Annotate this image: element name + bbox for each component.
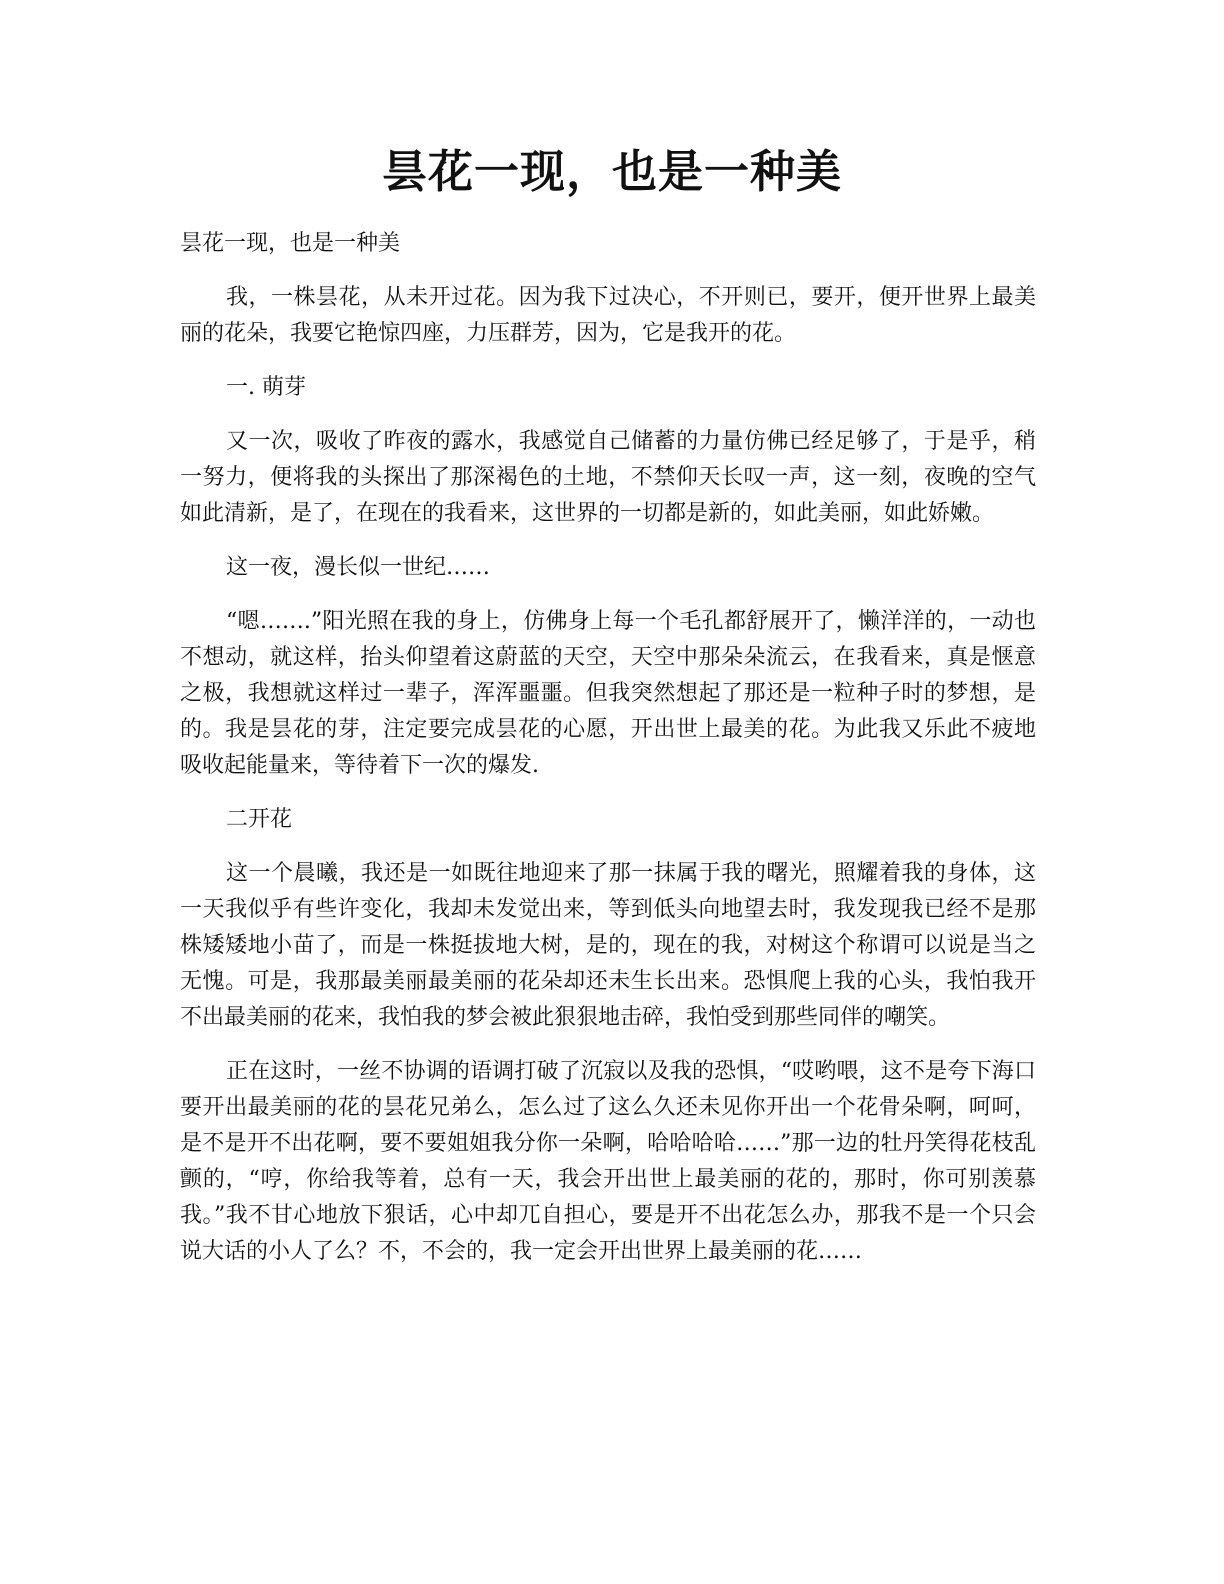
paragraph-sprout-emerge: 又一次，吸收了昨夜的露水，我感觉自己储蓄的力量仿佛已经足够了，于是乎，稍一努力，便将我的头探出了那深褐色的土地，不禁仰天长叹一声，这一刻，夜晚的空气如此清新，是了，在现在的我看来，这世界的一切都是新的，如此美丽，如此娇嫩。 [180,429,1036,526]
document-title: 昙花一现，也是一种美 [381,145,842,198]
section-heading-sprout: 一. 萌芽 [226,375,306,400]
paragraph-intro: 我，一株昙花，从未开过花。因为我下过决心，不开则已，要开，便开世界上最美丽的花朵，我要它艳惊四座，力压群芳，因为，它是我开的花。 [180,285,1036,346]
paragraph-sunlight: “嗯…….”阳光照在我的身上，仿佛身上每一个毛孔都舒展开了，懒洋洋的，一动也不想动，就这样，抬头仰望着这蔚蓝的天空，天空中那朵朵流云，在我看来，真是惬意之极，我想就这样过一辈子，浑浑噩噩。但我突然想起了那还是一粒种子时的梦想，是的。我是昙花的芽，注定要完成昙花的心愿，开出世上最美的花。为此我又乐此不疲地吸收起能量来，等待着下一次的爆发. [180,609,1036,778]
document-body [180,226,1036,1288]
paragraph-peony-taunt: 正在这时，一丝不协调的语调打破了沉寂以及我的恐惧，“哎哟喂，这不是夸下海口要开出最美丽的花的昙花兄弟么，怎么过了这么久还未见你开出一个花骨朵啊，呵呵，是不是开不出花啊，要不要姐姐我分你一朵啊，哈哈哈哈……”那一边的牡丹笑得花枝乱颤的，“哼，你给我等着，总有一天，我会开出世上最美丽的花的，那时，你可别羡慕我。”我不甘心地放下狠话，心中却兀自担心，要是开不出花怎么办，那我不是一个只会说大话的小人了么？不，不会的，我一定会开出世界上最美丽的花…… [180,1059,1036,1264]
paragraph-morning-growth: 这一个晨曦，我还是一如既往地迎来了那一抹属于我的曙光，照耀着我的身体，这一天我似乎有些许变化，我却未发觉出来，等到低头向地望去时，我发现我已经不是那株矮矮地小苗了，而是一株挺拔地大树，是的，现在的我，对树这个称谓可以说是当之无愧。可是，我那最美丽最美丽的花朵却还未生长出来。恐惧爬上我的心头，我怕我开不出最美丽的花来，我怕我的梦会被此狠狠地击碎，我怕受到那些同伴的嘲笑。 [180,861,1036,1030]
document-subtitle: 昙花一现，也是一种美 [180,231,401,256]
paragraph-long-night: 这一夜，漫长似一世纪…… [226,555,491,580]
section-heading-bloom: 二开花 [226,807,293,832]
